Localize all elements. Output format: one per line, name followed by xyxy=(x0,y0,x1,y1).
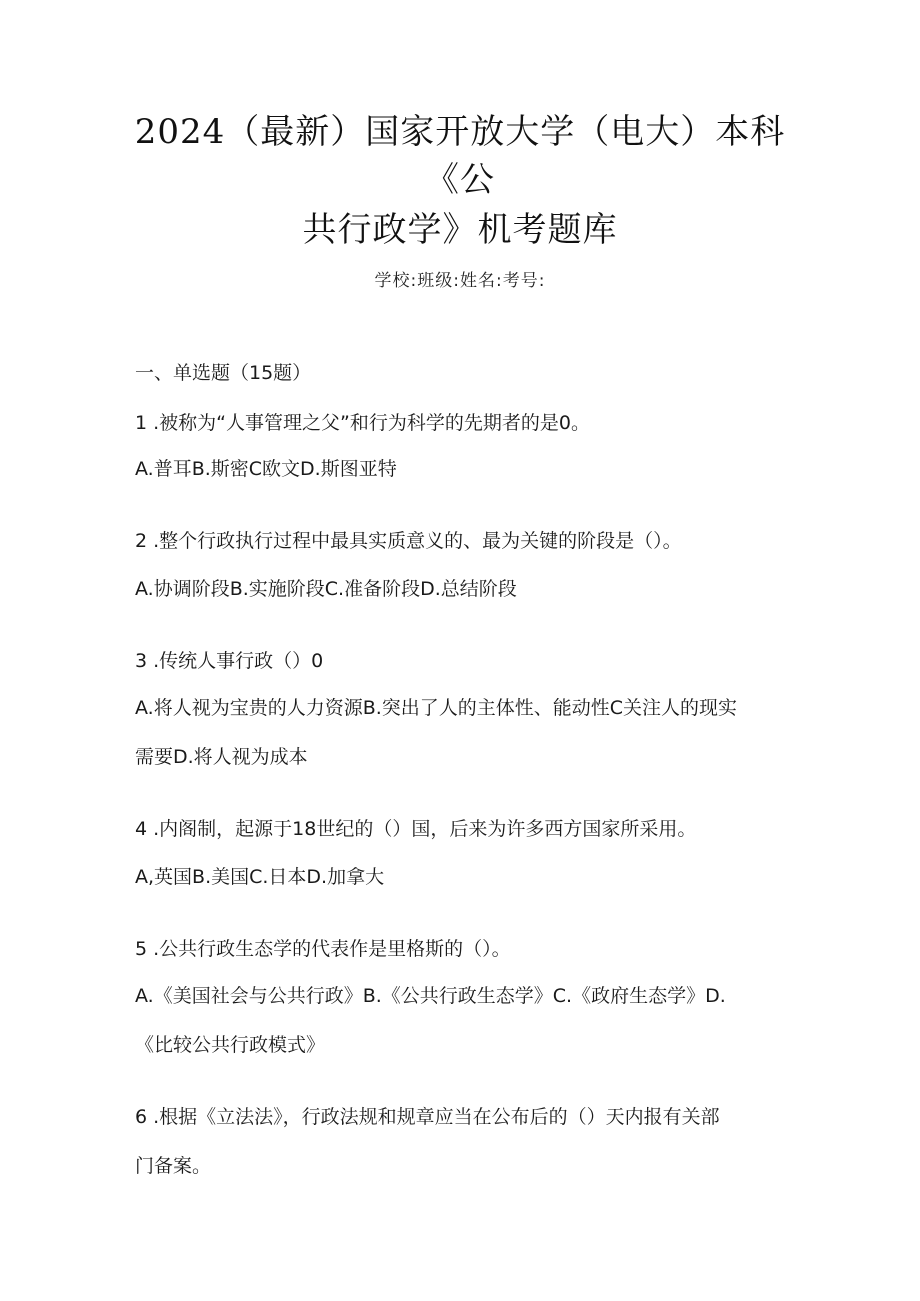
student-info-line: 学校:班级:姓名:考号: xyxy=(374,271,546,291)
document-title-line-2: 《公 xyxy=(425,160,495,200)
question-5-stem: 5 .公共行政生态学的代表作是里格斯的（）。 xyxy=(135,938,511,960)
question-6-stem-line-1: 6 .根据《立法法》，行政法规和规章应当在公布后的（）天内报有关部 xyxy=(135,1106,720,1128)
question-5-options-line-2: 《比较公共行政模式》 xyxy=(135,1034,326,1056)
document-title-line-1: 2024（最新）国家开放大学（电大）本科 xyxy=(134,112,786,152)
question-3-options-line-2: 需要D.将人视为成本 xyxy=(135,746,308,768)
question-2-stem: 2 .整个行政执行过程中最具实质意义的、最为关键的阶段是（）。 xyxy=(135,530,682,552)
question-3-options-line-1: A.将人视为宝贵的人力资源B.突出了人的主体性、能动性C关注人的现实 xyxy=(135,697,738,719)
question-3-stem: 3 .传统人事行政（）0 xyxy=(135,650,324,672)
question-4-stem: 4 .内阁制，起源于18世纪的（）国，后来为许多西方国家所采用。 xyxy=(135,818,697,840)
question-5-options-line-1: A.《美国社会与公共行政》B.《公共行政生态学》C.《政府生态学》D. xyxy=(135,985,726,1007)
question-2-options: A.协调阶段B.实施阶段C.准备阶段D.总结阶段 xyxy=(135,578,517,600)
question-6-stem-line-2: 门备案。 xyxy=(135,1155,212,1177)
question-1-options: A.普耳B.斯密C欧文D.斯图亚特 xyxy=(135,458,397,480)
question-1-stem: 1 .被称为“人事管理之父”和行为科学的先期者的是0。 xyxy=(135,412,590,434)
document-title-line-3: 共行政学》机考题库 xyxy=(302,210,618,250)
question-4-options: A,英国B.美国C.日本D.加拿大 xyxy=(135,866,385,888)
section-heading: 一、单选题（15题） xyxy=(135,362,312,384)
